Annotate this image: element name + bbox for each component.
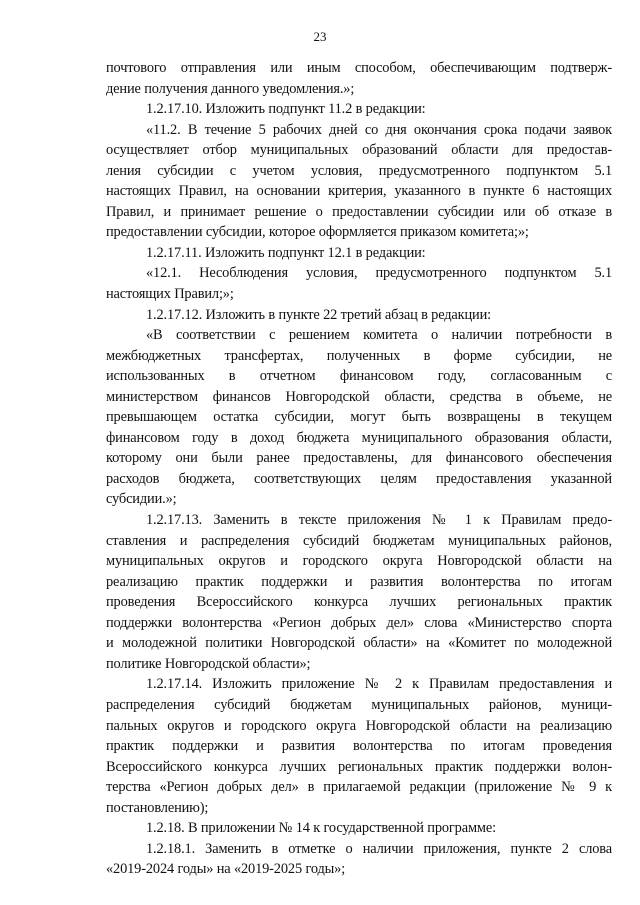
text-line: осуществляет отбор муниципальных образований области для предостав-: [106, 142, 612, 159]
paragraph: [106, 58, 612, 99]
text-line: 1.2.17.10. Изложить подпункт 11.2 в редакции:: [146, 101, 426, 118]
text-line: 1.2.18.1. Заменить в отметке о наличии приложения, пункте 2 слова: [146, 840, 612, 857]
text-line: 1.2.17.14. Изложить приложение № 2 к Правилам предоставления и: [146, 676, 612, 693]
text-line: Всероссийского конкурса лучших региональных практик поддержки волон-: [106, 758, 612, 775]
document-body: [106, 58, 612, 880]
paragraph: [106, 305, 612, 326]
text-line: «В соответствии с решением комитета о наличии потребности в: [146, 327, 612, 344]
text-line: ления субсидии с учетом условия, предусмотренного подпунктом 5.1: [106, 162, 612, 179]
paragraph: [106, 325, 612, 510]
text-line: 1.2.17.13. Заменить в тексте приложения № 1 к Правилам предо-: [146, 512, 612, 529]
text-line: политике Новгородской области»;: [106, 655, 311, 672]
text-line: «12.1. Несоблюдения условия, предусмотренного подпунктом 5.1: [146, 265, 612, 282]
paragraph: [106, 99, 612, 120]
page-number: 23: [313, 29, 327, 44]
text-line: настоящих Правил, на основании критерия, указанного в пункте 6 настоящих: [106, 183, 612, 200]
text-line: реализацию практик поддержки и развития волонтерства по итогам: [106, 573, 612, 590]
paragraph: [106, 243, 612, 264]
text-line: почтового отправления или иным способом, обеспечивающим подтверж-: [106, 60, 612, 76]
text-line: «11.2. В течение 5 рабочих дней со дня окончания срока подачи заявок: [146, 121, 612, 138]
text-line: «2019-2024 годы» на «2019-2025 годы»;: [106, 861, 346, 878]
text-line: министерством финансов Новгородской области, средства в объеме, не: [106, 388, 612, 405]
text-line: терства «Регион добрых дел» в прилагаемой редакции (приложение № 9 к: [106, 779, 612, 796]
text-line: расходов бюджета, соответствующих целям предоставления указанной: [106, 470, 612, 487]
text-line: распределения субсидий бюджетам муниципальных районов, муници-: [106, 696, 612, 713]
paragraph: [106, 818, 612, 839]
text-line: муниципальных округов и городского округа Новгородской области на: [106, 553, 612, 570]
paragraph: [106, 674, 612, 818]
text-line: и молодежной политики Новгородской области» на «Комитет по молодежной: [106, 635, 612, 652]
text-line: межбюджетных трансфертах, полученных в форме субсидии, не: [106, 347, 612, 364]
text-line: дение получения данного уведомления.»;: [106, 80, 355, 97]
text-line: 1.2.17.12. Изложить в пункте 22 третий абзац в редакции:: [146, 306, 492, 323]
text-line: 1.2.17.11. Изложить подпункт 12.1 в редакции:: [146, 244, 426, 261]
text-line: пальных округов и городского округа Новгородской области на реализацию: [106, 717, 612, 734]
text-line: постановлению);: [106, 799, 209, 816]
text-line: практик поддержки и развития волонтерства по итогам проведения: [106, 738, 612, 755]
text-line: проведения Всероссийского конкурса лучших региональных практик: [106, 594, 612, 611]
text-line: поддержки волонтерства «Регион добрых дел» слова «Министерство спорта: [106, 614, 612, 631]
paragraph: [106, 510, 612, 674]
text-line: 1.2.18. В приложении № 14 к государственной программе:: [146, 820, 496, 837]
text-line: которому они были ранее предоставлены, для финансового обеспечения: [106, 450, 612, 467]
paragraph: [106, 263, 612, 304]
text-line: настоящих Правил;»;: [106, 286, 234, 303]
text-line: субсидии.»;: [106, 491, 177, 508]
text-line: использованных в отчетном финансовом году, согласованным с: [106, 368, 612, 385]
paragraph: [106, 839, 612, 880]
text-line: ставления и распределения субсидий бюджетам муниципальных районов,: [106, 532, 612, 549]
text-line: предоставлении субсидии, которое оформляется приказом комитета;»;: [106, 224, 529, 241]
text-line: превышающем остатка субсидии, могут быть возвращены в текущем: [106, 409, 612, 426]
text-line: Правил, и принимает решение о предоставлении субсидии или об отказе в: [106, 203, 612, 220]
text-line: финансовом году в доход бюджета муниципального образования области,: [106, 429, 612, 446]
paragraph: [106, 120, 612, 243]
